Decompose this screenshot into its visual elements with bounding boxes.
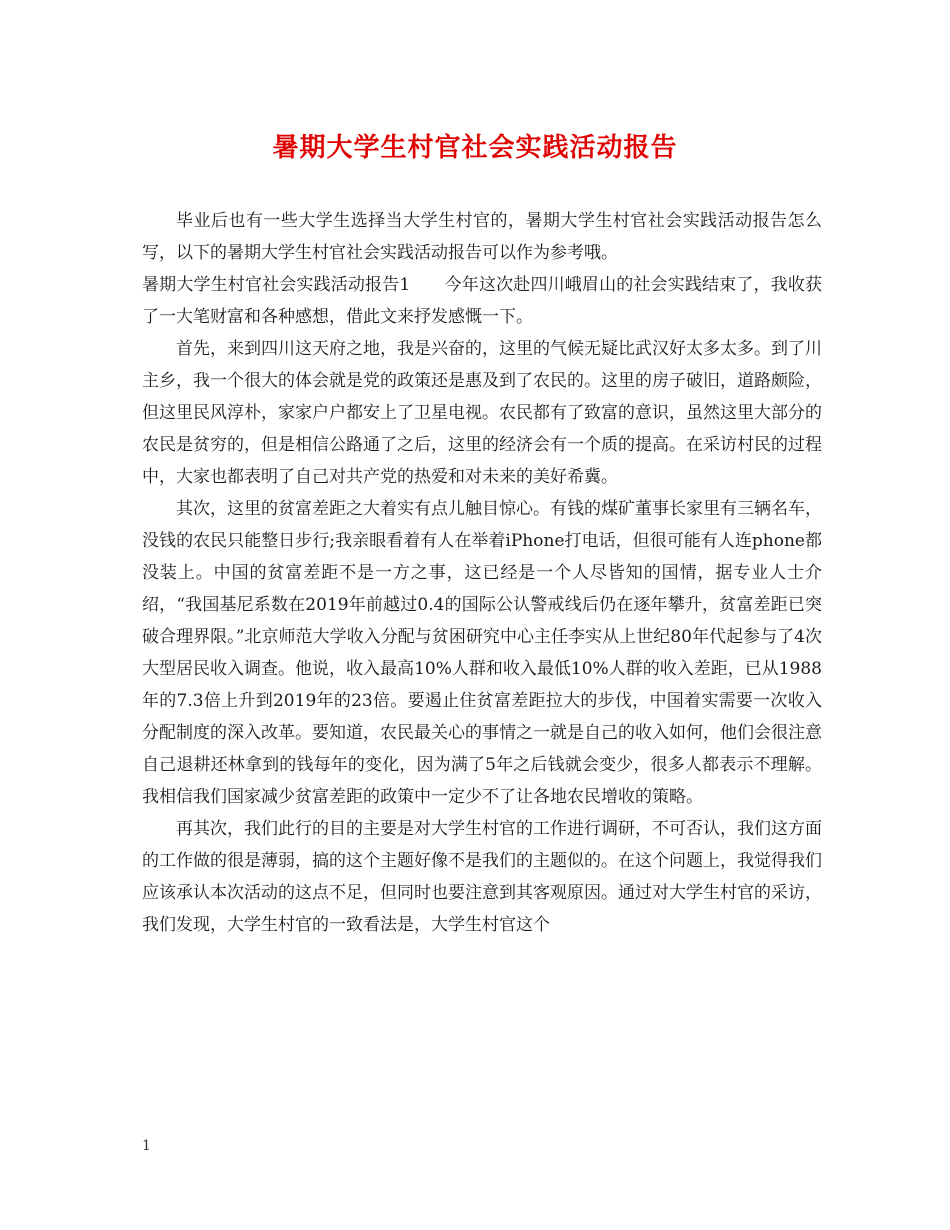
paragraph-intro: 毕业后也有一些大学生选择当大学生村官的，暑期大学生村官社会实践活动报告怎么写，以下的暑期大学生村官社会实践活动报告可以作为参考哦。 — [142, 211, 822, 263]
document-body — [142, 205, 822, 941]
paragraph-second: 其次，这里的贫富差距之大着实有点儿触目惊心。有钱的煤矿董事长家里有三辆名车，没钱的农民只能整日步行;我亲眼看着有人在举着iPhone打电话，但很可能有人连phone都没装上。中国的贫富差距不是一方之事，这已经是一个人尽皆知的国情，据专业人士介绍，“我国基尼系数在2019年前越过0.4的国际公认警戒线后仍在逐年攀升，贫富差距已突破合理界限。”北京师范大学收入分配与贫困研究中心主任李实从上世纪80年代起参与了4次大型居民收入调查。他说，收入最高10%人群和收入最低10%人群的收入差距，已从1988年的7.3倍上升到2019年的23倍。要遏止住贫富差距拉大的步伐，中国着实需要一次收入分配制度的深入改革。要知道，农民最关心的事情之一就是自己的收入如何，他们会很注意自己退耕还林拿到的钱每年的变化，因为满了5年之后钱就会变少，很多人都表示不理解。我相信我们国家减少贫富差距的政策中一定少不了让各地农民增收的策略。 — [142, 499, 822, 807]
page-number: 1 — [142, 1138, 151, 1154]
document-title: 暑期大学生村官社会实践活动报告 — [272, 133, 678, 163]
paragraph-report-heading: 暑期大学生村官社会实践活动报告1 今年这次赴四川峨眉山的社会实践结束了，我收获了一大笔财富和各种感想，借此文来抒发感慨一下。 — [142, 275, 822, 327]
paragraph-third: 再其次，我们此行的目的主要是对大学生村官的工作进行调研，不可否认，我们这方面的工作做的很是薄弱，搞的这个主题好像不是我们的主题似的。在这个问题上，我觉得我们应该承认本次活动的这点不足，但同时也要注意到其客观原因。通过对大学生村官的采访，我们发现，大学生村官的一致看法是，大学生村官这个 — [142, 819, 822, 935]
paragraph-first: 首先，来到四川这天府之地，我是兴奋的，这里的气候无疑比武汉好太多太多。到了川主乡，我一个很大的体会就是党的政策还是惠及到了农民的。这里的房子破旧，道路颇险，但这里民风淳朴，家家户户都安上了卫星电视。农民都有了致富的意识，虽然这里大部分的农民是贫穷的，但是相信公路通了之后，这里的经济会有一个质的提高。在采访村民的过程中，大家也都表明了自己对共产党的热爱和对未来的美好希冀。 — [142, 339, 822, 487]
